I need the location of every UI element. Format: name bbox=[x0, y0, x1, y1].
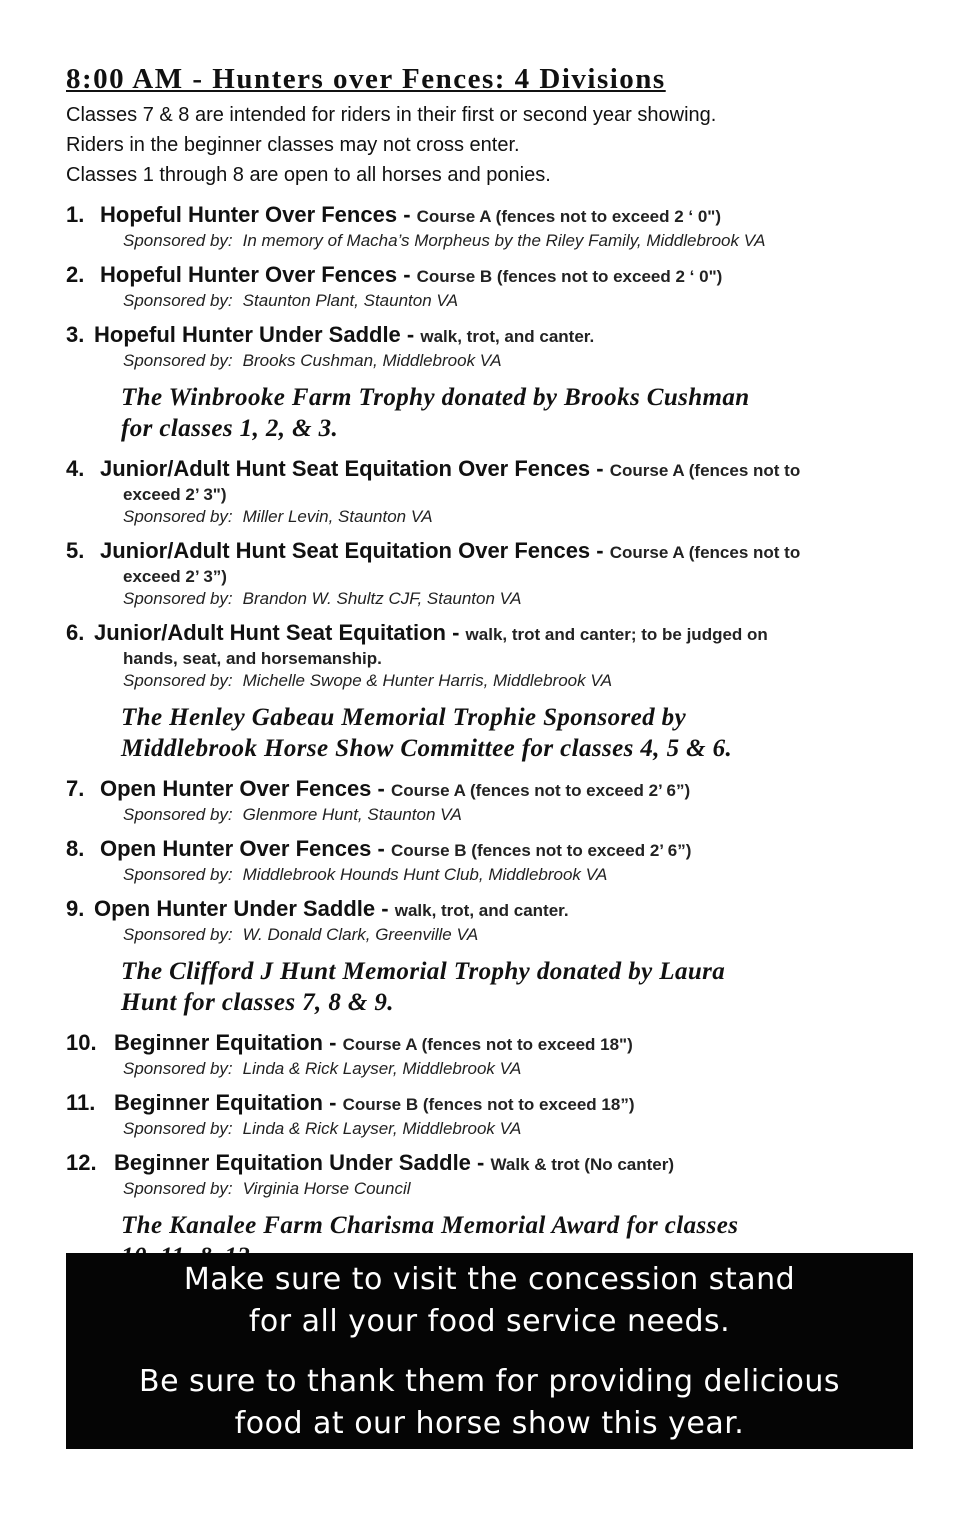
class-list bbox=[66, 202, 916, 1272]
sponsor-label: Sponsored by: bbox=[123, 1179, 233, 1198]
class-sponsor bbox=[123, 924, 916, 946]
class-separator: - bbox=[445, 620, 466, 645]
class-sponsor bbox=[123, 1058, 916, 1080]
trophy-note bbox=[121, 956, 916, 1018]
class-description: walk, trot and canter; to be judged on bbox=[465, 625, 768, 644]
sponsor-name: Glenmore Hunt, Staunton VA bbox=[242, 805, 462, 824]
class-title-line bbox=[66, 1090, 916, 1118]
sponsor-name: Linda & Rick Layser, Middlebrook VA bbox=[242, 1059, 522, 1078]
class-separator: - bbox=[590, 538, 610, 563]
class-sponsor bbox=[123, 506, 916, 528]
class-name: Junior/Adult Hunt Seat Equitation bbox=[94, 620, 446, 645]
class-number: 3. bbox=[66, 322, 85, 347]
trophy-line: The Winbrooke Farm Trophy donated by Brooks Cushman bbox=[121, 384, 750, 411]
class-description-continued: exceed 2’ 3”) bbox=[123, 567, 227, 586]
class-name: Hopeful Hunter Over Fences bbox=[100, 202, 398, 227]
sponsor-label: Sponsored by: bbox=[123, 589, 233, 608]
class-sponsor bbox=[123, 230, 916, 252]
class-entry bbox=[66, 456, 916, 528]
sponsor-label: Sponsored by: bbox=[123, 351, 233, 370]
class-sponsor bbox=[123, 350, 916, 372]
class-description: Course A (fences not to exceed 2’ 6”) bbox=[390, 781, 691, 800]
sponsor-label: Sponsored by: bbox=[123, 1119, 233, 1138]
banner-line: for all your food service needs. bbox=[248, 1304, 731, 1339]
class-entry bbox=[66, 538, 916, 610]
class-name: Open Hunter Over Fences bbox=[100, 836, 372, 861]
class-name: Beginner Equitation bbox=[114, 1090, 323, 1115]
sponsor-name: Brandon W. Shultz CJF, Staunton VA bbox=[242, 589, 522, 608]
class-title-line bbox=[66, 202, 916, 230]
class-title-line bbox=[66, 896, 916, 924]
trophy-line: Hunt for classes 7, 8 & 9. bbox=[121, 989, 394, 1016]
class-name: Junior/Adult Hunt Seat Equitation Over Fences bbox=[100, 456, 591, 481]
concession-banner bbox=[66, 1253, 913, 1449]
class-entry bbox=[66, 322, 916, 372]
class-separator: - bbox=[400, 322, 421, 347]
class-entry bbox=[66, 1030, 916, 1080]
class-entry bbox=[66, 776, 916, 826]
class-number: 1. bbox=[66, 202, 85, 227]
sponsor-label: Sponsored by: bbox=[123, 671, 233, 690]
banner-line: food at our horse show this year. bbox=[234, 1406, 745, 1441]
class-number: 11. bbox=[66, 1090, 96, 1115]
class-sponsor bbox=[123, 588, 916, 610]
class-description: Course B (fences not to exceed 18”) bbox=[342, 1095, 635, 1114]
class-number: 6. bbox=[66, 620, 85, 645]
intro-line: Classes 1 through 8 are open to all horses and ponies. bbox=[66, 164, 551, 186]
sponsor-name: Staunton Plant, Staunton VA bbox=[242, 291, 459, 310]
class-number: 5. bbox=[66, 538, 85, 563]
class-entry bbox=[66, 1150, 916, 1200]
class-number: 4. bbox=[66, 456, 85, 481]
trophy-line: The Clifford J Hunt Memorial Trophy donated by Laura bbox=[121, 958, 726, 985]
class-description: Course A (fences not to bbox=[609, 461, 801, 480]
sponsor-label: Sponsored by: bbox=[123, 507, 233, 526]
class-title-line bbox=[66, 322, 916, 350]
sponsor-name: Middlebrook Hounds Hunt Club, Middlebrook VA bbox=[242, 865, 608, 884]
class-description-continued: hands, seat, and horsemanship. bbox=[123, 649, 382, 668]
sponsor-name: W. Donald Clark, Greenville VA bbox=[242, 925, 479, 944]
class-number: 9. bbox=[66, 896, 85, 921]
trophy-line: Middlebrook Horse Show Committee for classes 4, 5 & 6. bbox=[121, 735, 733, 762]
intro-notes bbox=[66, 100, 916, 190]
class-sponsor bbox=[123, 290, 916, 312]
class-title-line bbox=[66, 836, 916, 864]
class-separator: - bbox=[323, 1030, 343, 1055]
class-description: Course A (fences not to exceed 2 ‘ 0") bbox=[416, 207, 722, 226]
class-description: Course A (fences not to bbox=[609, 543, 801, 562]
banner-line: Be sure to thank them for providing delicious bbox=[138, 1364, 841, 1399]
trophy-line: The Kanalee Farm Charisma Memorial Award for classes bbox=[121, 1212, 739, 1239]
sponsor-label: Sponsored by: bbox=[123, 1059, 233, 1078]
class-title-line bbox=[66, 538, 916, 566]
sponsor-label: Sponsored by: bbox=[123, 865, 233, 884]
sponsor-label: Sponsored by: bbox=[123, 925, 233, 944]
class-separator: - bbox=[590, 456, 610, 481]
sponsor-label: Sponsored by: bbox=[123, 231, 233, 250]
class-title-line bbox=[66, 1150, 916, 1178]
class-name: Open Hunter Over Fences bbox=[100, 776, 372, 801]
trophy-note bbox=[121, 702, 916, 764]
class-name: Hopeful Hunter Over Fences bbox=[100, 262, 398, 287]
class-sponsor bbox=[123, 670, 916, 692]
class-separator: - bbox=[397, 262, 417, 287]
class-number: 7. bbox=[66, 776, 85, 801]
class-entry bbox=[66, 202, 916, 252]
class-separator: - bbox=[397, 202, 417, 227]
class-number: 12. bbox=[66, 1150, 97, 1175]
sponsor-name: Miller Levin, Staunton VA bbox=[242, 507, 433, 526]
class-name: Beginner Equitation Under Saddle bbox=[114, 1150, 471, 1175]
class-name: Open Hunter Under Saddle bbox=[94, 896, 376, 921]
class-separator: - bbox=[371, 836, 391, 861]
intro-line: Riders in the beginner classes may not cross enter. bbox=[66, 134, 520, 156]
trophy-note bbox=[121, 382, 916, 444]
banner-line: Make sure to visit the concession stand bbox=[183, 1262, 796, 1297]
class-sponsor bbox=[123, 864, 916, 886]
class-title-line bbox=[66, 456, 916, 484]
class-name: Junior/Adult Hunt Seat Equitation Over Fences bbox=[100, 538, 591, 563]
class-name: Hopeful Hunter Under Saddle bbox=[94, 322, 401, 347]
class-entry bbox=[66, 262, 916, 312]
class-title-line bbox=[66, 776, 916, 804]
class-entry bbox=[66, 620, 916, 692]
sponsor-label: Sponsored by: bbox=[123, 805, 233, 824]
class-description: walk, trot, and canter. bbox=[394, 901, 569, 920]
class-title-line bbox=[66, 1030, 916, 1058]
sponsor-label: Sponsored by: bbox=[123, 291, 233, 310]
class-separator: - bbox=[371, 776, 391, 801]
class-title-line bbox=[66, 262, 916, 290]
sponsor-name: Linda & Rick Layser, Middlebrook VA bbox=[242, 1119, 522, 1138]
class-number: 2. bbox=[66, 262, 85, 287]
class-description: Walk & trot (No canter) bbox=[490, 1155, 675, 1174]
class-description-continued: exceed 2’ 3") bbox=[123, 485, 227, 504]
sponsor-name: Michelle Swope & Hunter Harris, Middlebrook VA bbox=[242, 671, 613, 690]
class-sponsor bbox=[123, 1178, 916, 1200]
section-heading: 8:00 AM - Hunters over Fences: 4 Divisions bbox=[66, 63, 666, 95]
trophy-line: for classes 1, 2, & 3. bbox=[121, 415, 339, 442]
class-sponsor bbox=[123, 1118, 916, 1140]
class-description: Course B (fences not to exceed 2 ‘ 0") bbox=[416, 267, 723, 286]
class-entry bbox=[66, 836, 916, 886]
class-title-line bbox=[66, 620, 916, 648]
class-entry bbox=[66, 1090, 916, 1140]
class-separator: - bbox=[375, 896, 395, 921]
class-number: 8. bbox=[66, 836, 85, 861]
class-entry bbox=[66, 896, 916, 946]
sponsor-name: Brooks Cushman, Middlebrook VA bbox=[242, 351, 502, 370]
intro-line: Classes 7 & 8 are intended for riders in their first or second year showing. bbox=[66, 104, 717, 126]
class-sponsor bbox=[123, 804, 916, 826]
event-page bbox=[66, 62, 916, 1284]
sponsor-name: In memory of Macha’s Morpheus by the Riley Family, Middlebrook VA bbox=[242, 231, 766, 250]
class-description: walk, trot, and canter. bbox=[420, 327, 595, 346]
trophy-line: The Henley Gabeau Memorial Trophie Sponsored by bbox=[121, 704, 687, 731]
class-description: Course B (fences not to exceed 2’ 6”) bbox=[390, 841, 692, 860]
sponsor-name: Virginia Horse Council bbox=[242, 1179, 411, 1198]
class-description: Course A (fences not to exceed 18") bbox=[342, 1035, 633, 1054]
class-number: 10. bbox=[66, 1030, 97, 1055]
class-separator: - bbox=[323, 1090, 343, 1115]
class-name: Beginner Equitation bbox=[114, 1030, 323, 1055]
class-separator: - bbox=[470, 1150, 491, 1175]
